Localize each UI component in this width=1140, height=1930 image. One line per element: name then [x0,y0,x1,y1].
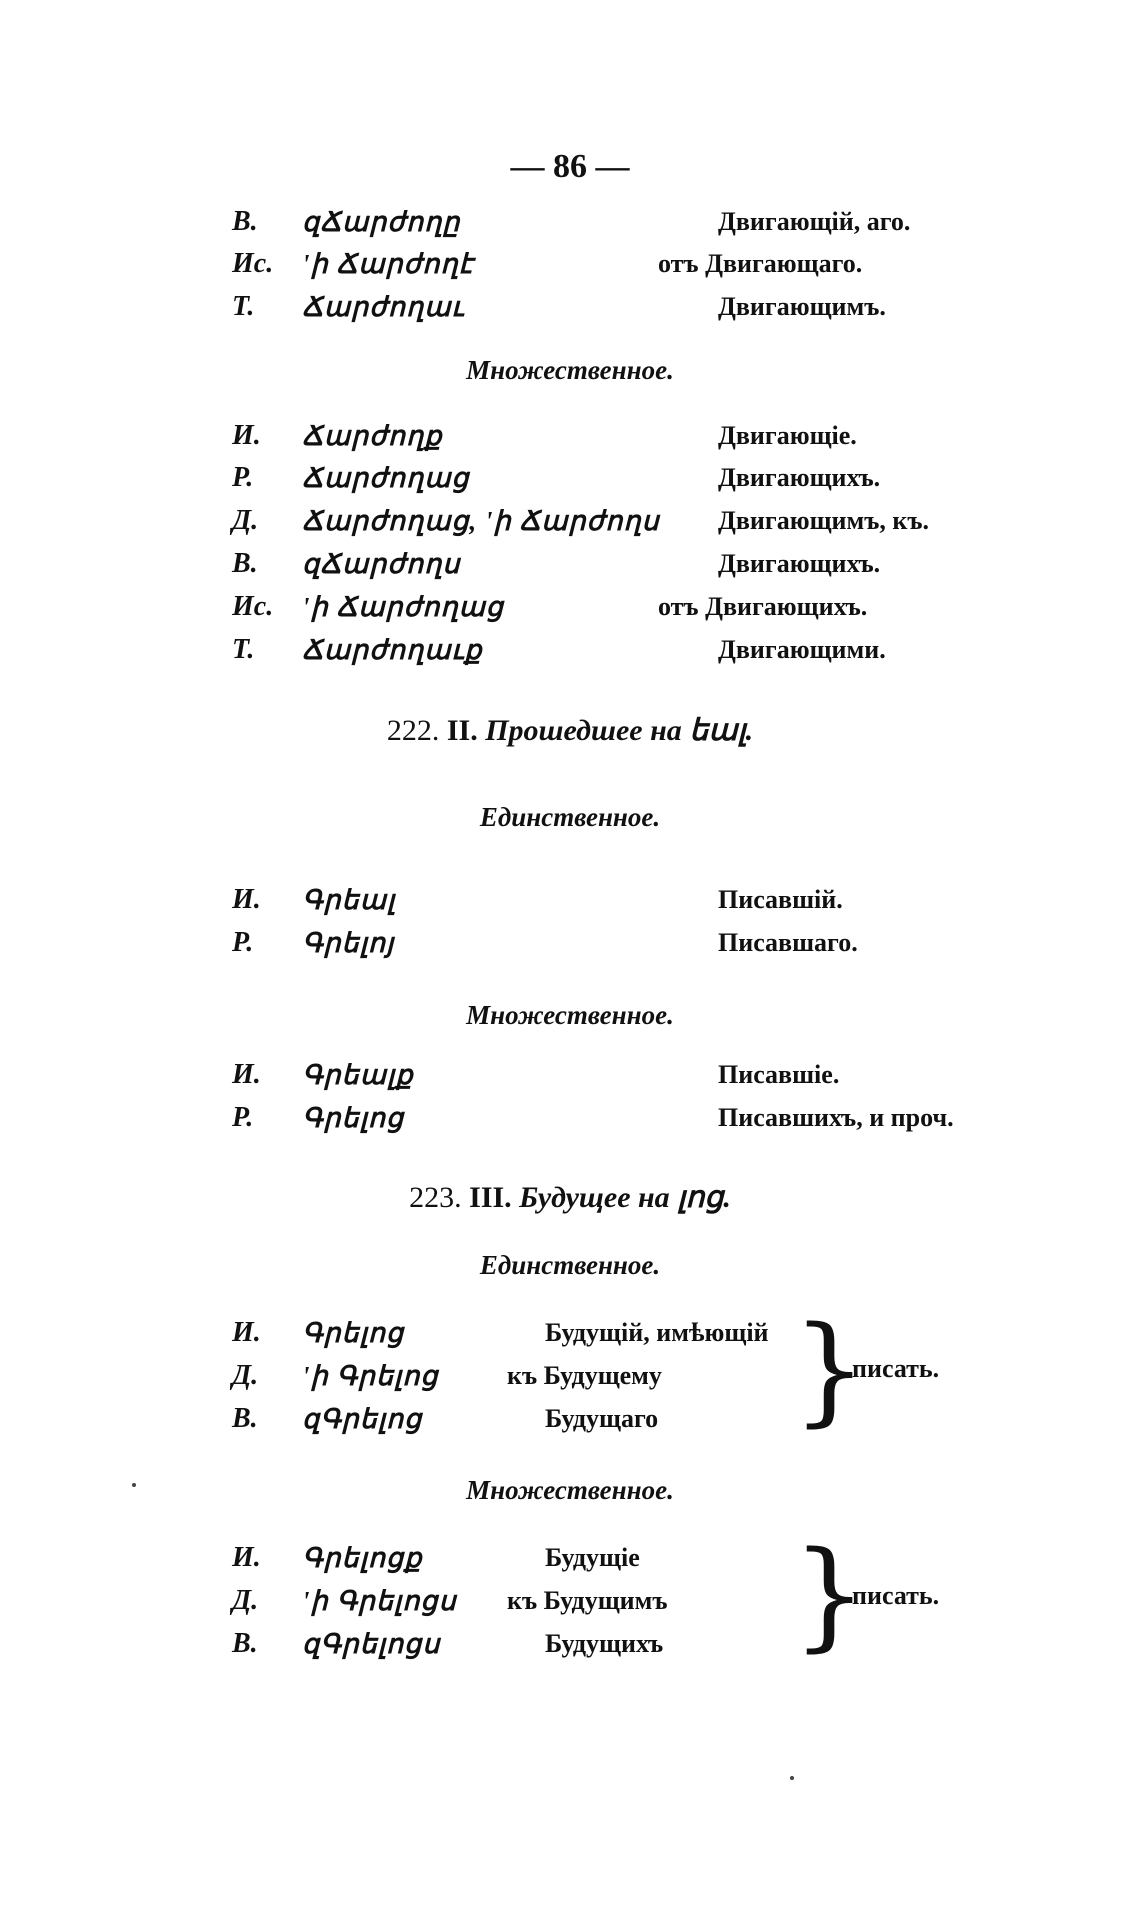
table-row [0,1538,1140,1578]
heading-plural: Множественное. [466,1475,674,1505]
table-row [0,1624,1140,1664]
russian-gloss: Двигающихъ. [718,549,881,578]
table-row [0,501,1140,541]
russian-gloss: Писавшихъ, и проч. [718,1103,954,1132]
russian-gloss: Будущіе [545,1543,640,1572]
section-roman: III. [469,1181,512,1214]
armenian-form: Գրեալ [302,885,396,915]
brace-label: писать. [852,1354,940,1383]
russian-gloss: Двигающій, аго. [718,207,911,236]
table-row [0,416,1140,456]
armenian-form: Ճարժողաց [302,463,470,493]
armenian-form: 'ի Գրելոցս [302,1586,457,1616]
case-label: Р. [232,927,254,958]
case-label: Ис. [232,591,274,622]
table-row [0,1399,1140,1439]
russian-gloss: отъ Двигающаго. [658,249,863,278]
case-label: В. [232,1403,258,1434]
heading-plural: Множественное. [466,355,674,385]
case-label: Ис. [232,248,274,279]
russian-gloss: отъ Двигающихъ. [658,592,868,621]
table-row [0,880,1140,920]
table-row [0,544,1140,584]
armenian-form: 'ի Ճարժողաց [302,592,504,622]
russian-gloss: Писавшіе. [718,1060,840,1089]
armenian-form: 'ի Գրելոց [302,1361,439,1391]
armenian-form: Ճարժողաւ [302,292,465,322]
table-row [0,244,1140,284]
case-label: Д. [232,1360,259,1391]
table-row [0,202,1140,242]
russian-gloss: Двигающимъ. [718,292,886,321]
table-row [0,287,1140,327]
page-number: — 86 — [510,148,630,185]
armenian-form: Գրելոց [302,1318,405,1348]
curly-brace-icon: } [792,1300,868,1438]
armenian-form: զՃարժողը [302,207,461,237]
russian-gloss: къ Будущимъ [507,1586,668,1615]
section-roman: II. [446,714,478,747]
armenian-form: զԳրելոցս [302,1629,441,1659]
case-label: В. [232,548,258,579]
table-row [0,923,1140,963]
table-row [0,1581,1140,1621]
russian-gloss: Писавшій. [718,885,843,914]
russian-gloss: Будущихъ [545,1629,664,1658]
print-speck [790,1776,794,1780]
case-label: В. [232,1628,258,1659]
section-heading-223 [0,1180,1140,1215]
armenian-form: զՃարժողս [302,549,461,579]
armenian-form: Գրելոյ [302,928,395,958]
section-heading-222 [0,713,1140,748]
case-label: И. [232,1542,261,1573]
armenian-form: Ճարժողք [302,421,443,451]
russian-gloss: Будущій, имѣющій [545,1318,769,1347]
table-row [0,1098,1140,1138]
table-row [0,1356,1140,1396]
heading-singular: Единственное. [479,1250,661,1280]
section-suffix: լոց. [677,1181,731,1214]
russian-gloss: Двигающіе. [718,421,857,450]
heading-plural: Множественное. [466,1000,674,1030]
table-row [0,630,1140,670]
russian-gloss: Двигающимъ, къ. [718,506,930,535]
russian-gloss: Будущаго [545,1404,659,1433]
armenian-form: 'ի Ճարժողէ [302,249,474,279]
case-label: И. [232,420,261,451]
brace-label: писать. [852,1581,940,1610]
section-number: 223. [409,1181,462,1214]
table-row [0,1055,1140,1095]
armenian-form: զԳրելոց [302,1404,423,1434]
table-row [0,1313,1140,1353]
case-label: Д. [232,1585,259,1616]
table-row [0,587,1140,627]
case-label: И. [232,1059,261,1090]
case-label: И. [232,1317,261,1348]
table-row [0,458,1140,498]
section-title: Будущее на [519,1181,670,1214]
heading-singular: Единственное. [479,802,661,832]
armenian-form: Գրեալք [302,1060,414,1090]
russian-gloss: Двигающими. [718,635,886,664]
curly-brace-icon: } [792,1525,868,1663]
section-number: 222. [386,714,440,747]
case-label: Р. [232,462,254,493]
section-title: Прошедшее на [485,714,682,747]
print-speck [132,1483,136,1487]
case-label: Р. [232,1102,254,1133]
armenian-form: Գրելոց [302,1103,405,1133]
armenian-form: Ճարժողաւք [302,635,483,665]
case-label: Т. [232,291,255,322]
case-label: Т. [232,634,255,665]
armenian-form: Գրելոցք [302,1543,423,1573]
case-label: Д. [232,505,259,536]
section-suffix: եալ. [689,714,754,747]
case-label: И. [232,884,261,915]
russian-gloss: къ Будущему [507,1361,662,1390]
case-label: В. [232,206,258,237]
russian-gloss: Писавшаго. [718,928,858,957]
russian-gloss: Двигающихъ. [718,463,881,492]
armenian-form: Ճարժողաց, 'ի Ճարժողս [302,506,660,536]
